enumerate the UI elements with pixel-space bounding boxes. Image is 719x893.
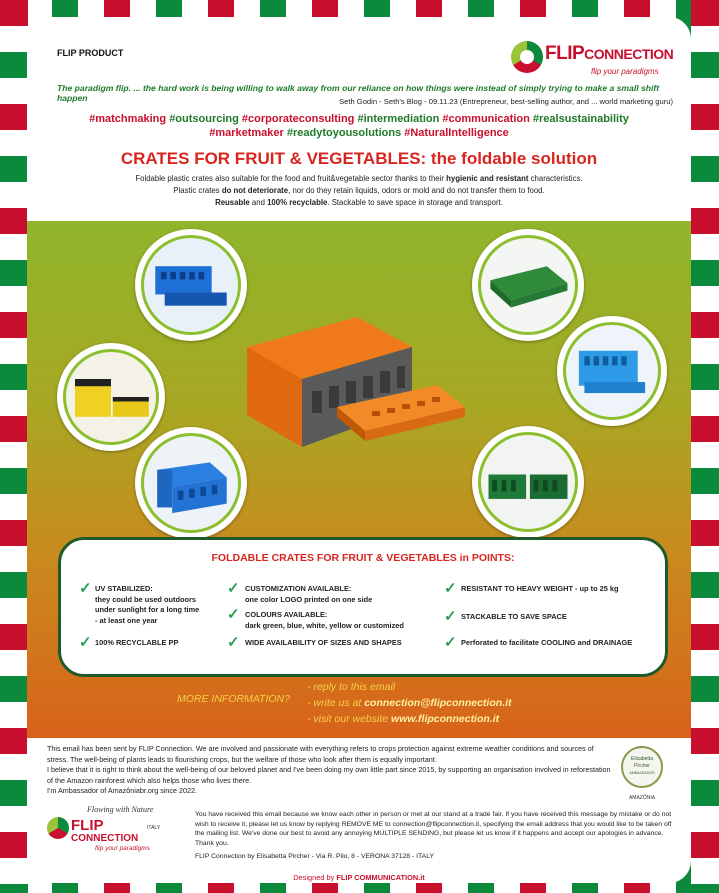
footer-logo[interactable]: Flowing with Nature FLIP CONNECTION ITALY flip your paradigms	[47, 805, 187, 855]
check-icon: ✓	[444, 580, 457, 597]
flip-logo-icon	[511, 41, 543, 73]
yellow-crate-image	[57, 343, 165, 451]
intro-text: Foldable plastic crates also suitable for the food and fruit&vegetable sector thanks to their hygienic and resistant characteristics. Plastic crates do not deteriorate, nor do they retain liquids, odors or mold and do not transfer them to food. Reusable and 100% recyclable. Stackable to save space in storage and transport.	[135, 174, 583, 207]
check-icon: ✓	[444, 608, 457, 625]
svg-text:Elisabetta: Elisabetta	[631, 756, 653, 762]
point-heavy-weight: RESISTANT TO HEAVY WEIGHT - up to 25 kg	[461, 584, 619, 593]
more-info-label: MORE INFORMATION?	[177, 693, 290, 705]
blue-crate-folded-image	[135, 229, 247, 341]
flip-product-label: FLIP PRODUCT	[57, 48, 124, 58]
page-title: CRATES FOR FRUIT & VEGETABLES: the foldable solution	[120, 149, 598, 168]
designed-by: Designed by FLIP COMMUNICATION.it	[293, 873, 425, 882]
svg-text:AMAZÔNIA: AMAZÔNIA	[628, 795, 656, 801]
check-icon: ✓	[227, 580, 240, 597]
light-blue-crate-image	[557, 316, 667, 426]
email-link[interactable]: connection@flipconnection.it	[364, 697, 512, 709]
svg-text:AMBASSADOR: AMBASSADOR	[629, 771, 655, 775]
company-address: FLIP Connection by Elisabetta Pircher - Via R. Pilo, 8 - VERONA 37128 - ITALY	[195, 853, 435, 860]
designer-link[interactable]: FLIP COMMUNICATION.it	[336, 873, 425, 882]
unsubscribe-notice: You have received this email because we know each other in person or met at our stand at a trade fair. If you have received this message by mistake or do not wish to receive it, please let us know by replying REMOVE ME to connection@flipconnection.it, specifying the email address that you would like to be taken off the mailing list. We've done our best to avoid any annoying MULTIPLE SENDING, but please let us know if it happens and accept our apologies in advance. Thank you.	[195, 811, 672, 847]
amazonia-ambassador-badge	[619, 743, 665, 805]
point-sizes: WIDE AVAILABILITY OF SIZES AND SHAPES	[245, 638, 402, 647]
point-customization: CUSTOMIZATION AVAILABLE: one color LOGO printed on one side	[245, 584, 373, 604]
right-stripe-border	[691, 0, 719, 893]
point-uv-stabilized: UV STABILIZED: they could be used outdoors under sunlight for a long time - at least one year	[95, 584, 200, 625]
more-info-lines: - reply to this email - write us at connection@flipconnection.it - visit our website www.flipconnection.it	[307, 681, 512, 725]
check-icon: ✓	[444, 634, 457, 651]
point-colours: COLOURS AVAILABLE: dark green, blue, white, yellow or customized	[245, 610, 404, 630]
check-icon: ✓	[79, 580, 92, 597]
green-crate-image	[472, 229, 584, 341]
point-recyclable: 100% RECYCLABLE PP	[95, 638, 179, 647]
blue-crate-open-image	[135, 427, 247, 539]
key-points-box	[58, 537, 668, 677]
hashtags: #matchmaking #outsourcing #corporateconsulting #intermediation #communication #realsustainability #marketmaker #readytoyousolutions #NaturalIntelligence	[89, 113, 629, 139]
point-perforated: Perforated to facilitate COOLING and DRAINAGE	[461, 638, 633, 647]
newsletter-card	[27, 17, 691, 883]
flip-connection-logo[interactable]	[511, 39, 674, 83]
quote-text: The paradigm flip. ... the hard work is being willing to walk away from our reliance on how things were instead of simply trying to make a small shift happen	[57, 83, 660, 103]
about-text: This email has been sent by FLIP Connection. We are involved and passionate with everything refers to crops protection against extreme weather conditions and sources of stress. The well-being of plants leads to flourishing crops, but the welfare of those who look after them is equally important. I believe that it is right to think about the well-being of our beloved planet and I've been doing my own little part since 2015, by supporting an organisation involved in reforestation of the Amazon rainforest which also helps those who lives there. I'm Ambassador of Amazôniabr.org since 2022.	[47, 744, 611, 796]
flip-logo-icon	[47, 817, 69, 839]
orange-crates-main-image	[237, 307, 467, 467]
reply-link[interactable]: - reply to this email	[307, 681, 396, 693]
check-icon: ✓	[227, 606, 240, 623]
svg-text:Pircher: Pircher	[634, 763, 650, 769]
dark-green-crates-image	[472, 426, 584, 538]
quote-source: Seth Godin - Seth's Blog - 09.11.23 (Entrepreneur, best-selling author, and ... world marketing guru)	[339, 97, 673, 106]
points-title: FOLDABLE CRATES FOR FRUIT & VEGETABLES in POINTS:	[211, 552, 515, 564]
website-link[interactable]: www.flipconnection.it	[391, 713, 500, 725]
logo-tagline: flip your paradigms	[591, 67, 659, 76]
left-stripe-border	[0, 0, 28, 893]
check-icon: ✓	[227, 634, 240, 651]
logo-name: FLIPCONNECTION	[545, 43, 674, 64]
point-stackable: STACKABLE TO SAVE SPACE	[461, 612, 567, 621]
check-icon: ✓	[79, 634, 92, 651]
